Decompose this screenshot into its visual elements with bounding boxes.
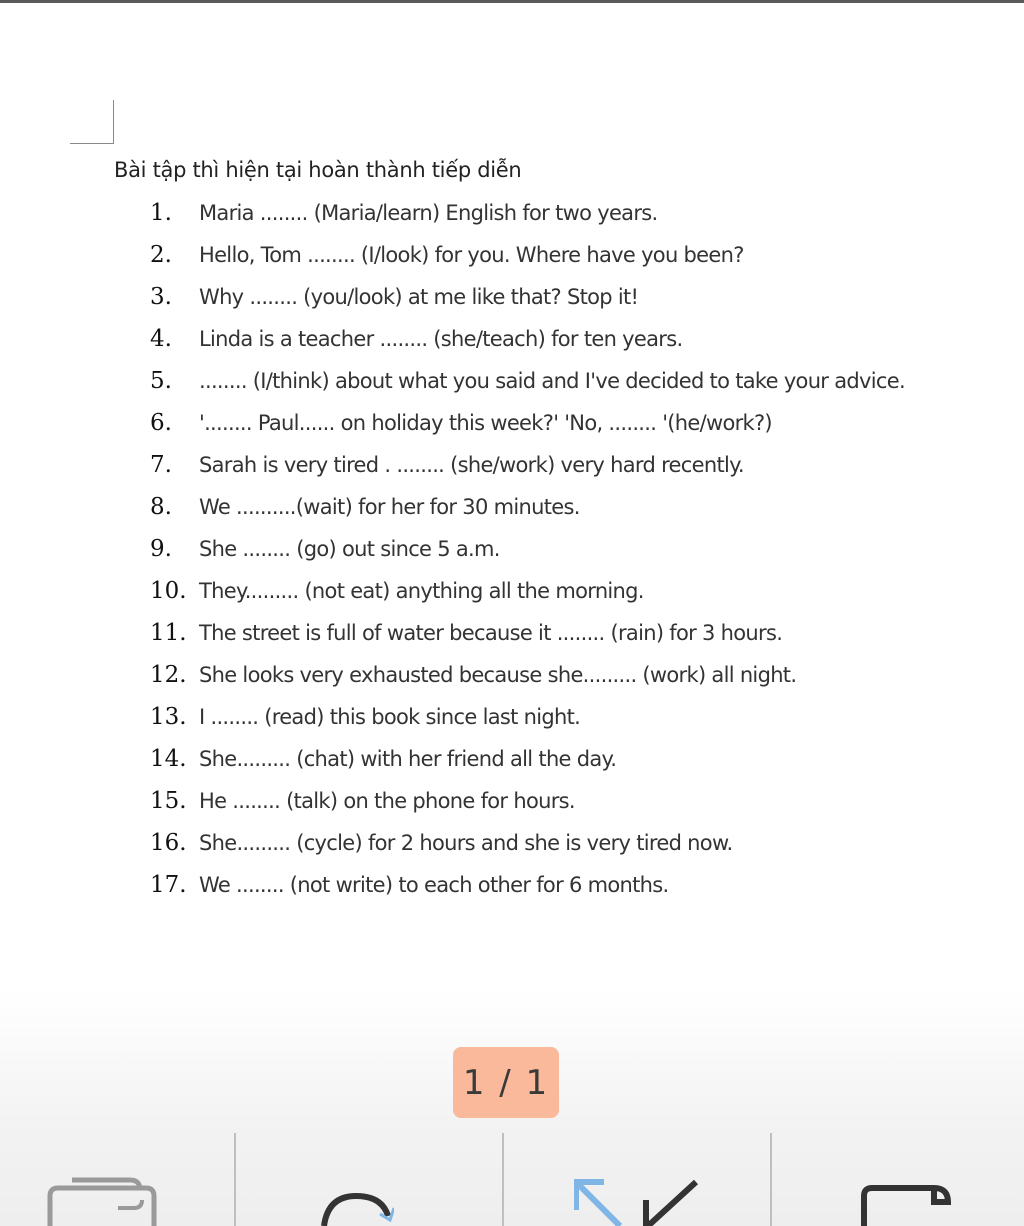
exercise-number: 10. (150, 578, 187, 604)
page-counter[interactable]: 1 / 1 (453, 1047, 559, 1118)
exercise-number: 13. (150, 704, 187, 730)
exercise-text: Hello, Tom ........ (I/look) for you. Where have you been? (199, 243, 744, 267)
toolbar-divider (234, 1133, 236, 1226)
exercise-number: 2. (150, 242, 172, 268)
page-fold-icon[interactable] (858, 1170, 954, 1226)
exercise-text: Linda is a teacher ........ (she/teach) for ten years. (199, 327, 683, 351)
top-border (0, 0, 1024, 3)
exercise-text: She......... (cycle) for 2 hours and she is very tired now. (199, 831, 733, 855)
toolbar-divider (502, 1133, 504, 1226)
exercise-number: 16. (150, 830, 187, 856)
exercise-number: 5. (150, 368, 172, 394)
exercise-number: 8. (150, 494, 172, 520)
exercise-text: Why ........ (you/look) at me like that? Stop it! (199, 285, 639, 309)
exercise-number: 3. (150, 284, 172, 310)
exercise-number: 15. (150, 788, 187, 814)
exercise-text: '........ Paul...... on holiday this week?' 'No, ........ '(he/work?) (199, 411, 772, 435)
circle-arrow-icon[interactable] (318, 1170, 394, 1226)
collapse-arrows-icon[interactable] (574, 1172, 702, 1226)
exercise-number: 6. (150, 410, 172, 436)
exercise-number: 11. (150, 620, 187, 646)
exercise-text: The street is full of water because it ........ (rain) for 3 hours. (199, 621, 783, 645)
stack-icon[interactable] (46, 1170, 158, 1226)
expand-arrow-icon (576, 1182, 620, 1226)
exercise-text: She looks very exhausted because she......... (work) all night. (199, 663, 797, 687)
document-title: Bài tập thì hiện tại hoàn thành tiếp diễn (114, 158, 522, 182)
exercise-text: We ..........(wait) for her for 30 minutes. (199, 495, 580, 519)
exercise-number: 7. (150, 452, 172, 478)
exercise-text: I ........ (read) this book since last night. (199, 705, 581, 729)
exercise-text: She ........ (go) out since 5 a.m. (199, 537, 500, 561)
shrink-arrow-icon (646, 1182, 696, 1226)
toolbar-divider (770, 1133, 772, 1226)
exercise-text: ........ (I/think) about what you said and I've decided to take your advice. (199, 369, 905, 393)
exercise-number: 1. (150, 200, 172, 226)
exercise-number: 17. (150, 872, 187, 898)
exercise-text: Maria ........ (Maria/learn) English for two years. (199, 201, 658, 225)
exercise-text: We ........ (not write) to each other for 6 months. (199, 873, 669, 897)
exercise-text: Sarah is very tired . ........ (she/work) very hard recently. (199, 453, 744, 477)
exercise-text: They......... (not eat) anything all the morning. (199, 579, 644, 603)
exercise-number: 9. (150, 536, 172, 562)
page-corner-mark (70, 100, 114, 144)
exercise-number: 4. (150, 326, 172, 352)
exercise-number: 12. (150, 662, 187, 688)
exercise-text: She......... (chat) with her friend all the day. (199, 747, 617, 771)
exercise-text: He ........ (talk) on the phone for hours. (199, 789, 575, 813)
exercise-number: 14. (150, 746, 187, 772)
